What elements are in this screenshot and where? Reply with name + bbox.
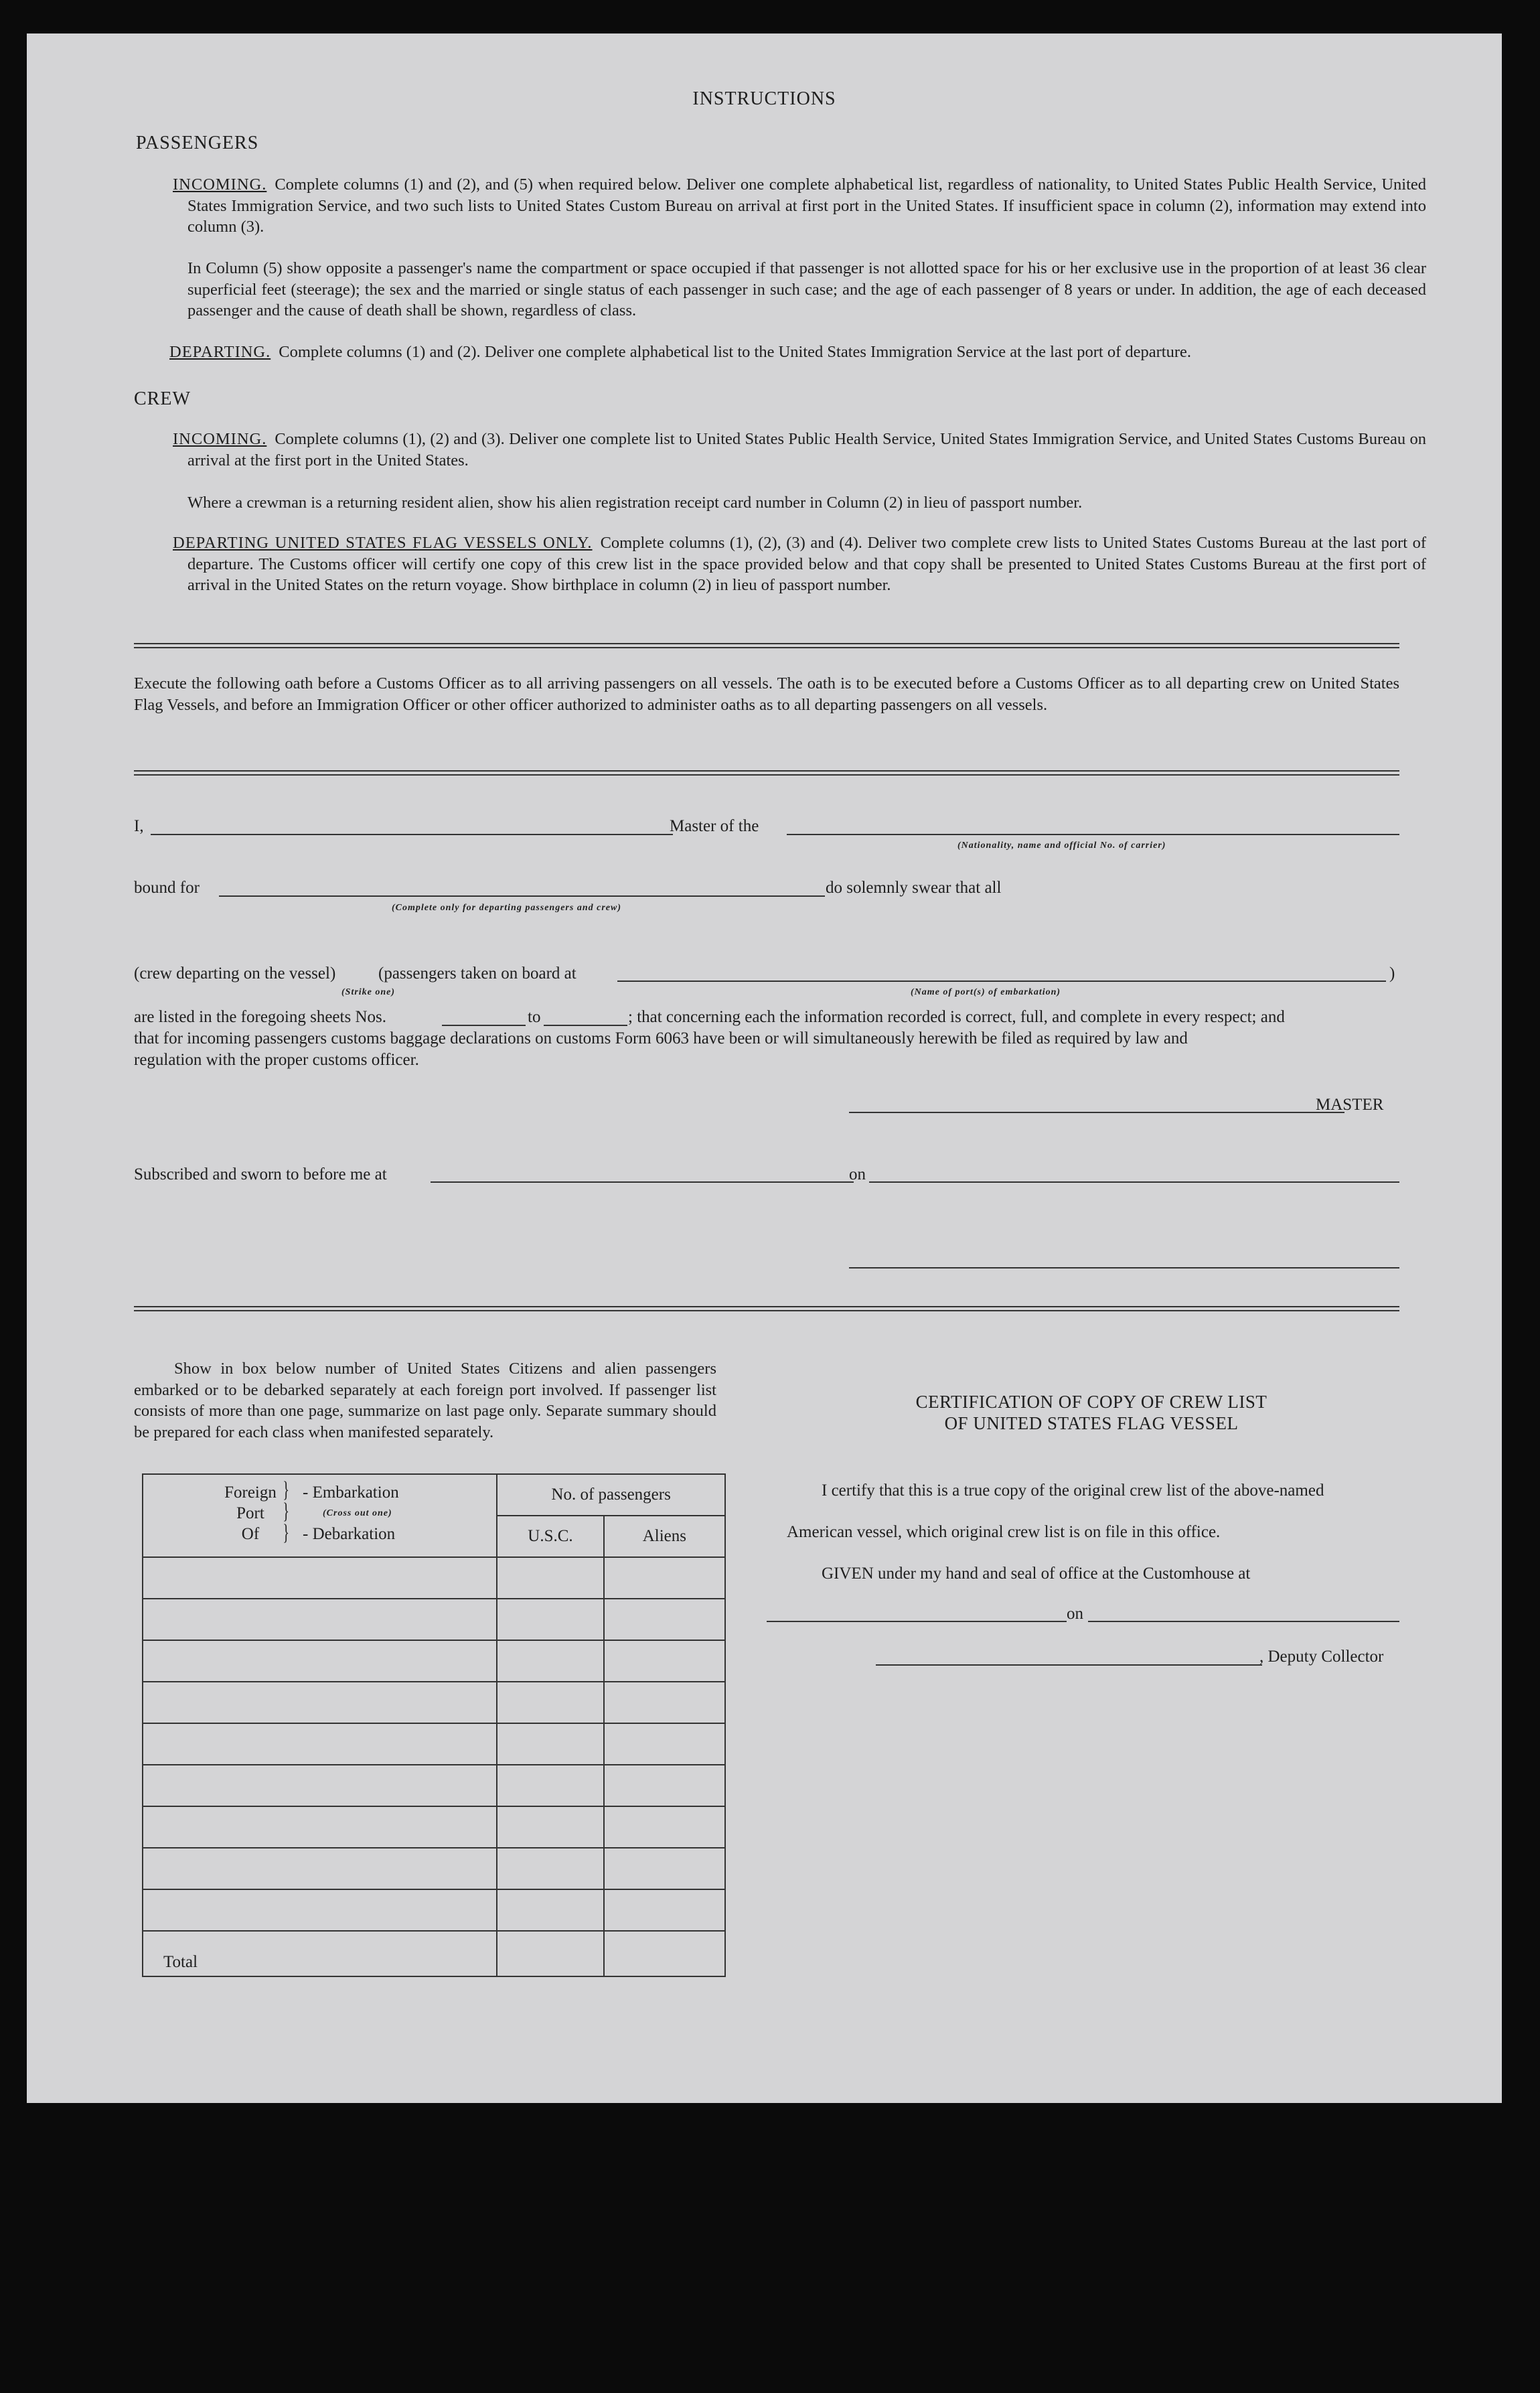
statement-line3: regulation with the proper customs officer. <box>134 1051 419 1069</box>
carrier-field[interactable] <box>787 834 1399 835</box>
section-divider <box>134 643 1399 644</box>
aliens-cell[interactable] <box>604 1848 725 1889</box>
aliens-cell[interactable] <box>604 1806 725 1848</box>
port-cell[interactable] <box>143 1640 497 1682</box>
port-cell[interactable] <box>143 1765 497 1806</box>
deputy-signature-field[interactable] <box>876 1664 1262 1666</box>
crew-departing-lead: DEPARTING UNITED STATES FLAG VESSELS ONLY. <box>173 534 593 552</box>
crew-departing-paragraph <box>173 532 1426 596</box>
port-cell[interactable] <box>143 1848 497 1889</box>
table-row <box>143 1599 725 1640</box>
sworn-place-field[interactable] <box>431 1181 854 1183</box>
usc-header: U.S.C. <box>497 1516 603 1557</box>
form-page <box>27 33 1502 2103</box>
aliens-cell[interactable] <box>604 1682 725 1723</box>
total-row <box>143 1931 725 1976</box>
aliens-total-cell[interactable] <box>604 1931 725 1976</box>
officer-signature-field[interactable] <box>849 1267 1399 1268</box>
nationality-caption: (Nationality, name and official No. of carrier) <box>957 841 1166 851</box>
sheet-to-field[interactable] <box>544 1025 627 1026</box>
master-of-the-label: Master of the <box>670 817 759 835</box>
port-cell[interactable] <box>143 1682 497 1723</box>
crew-incoming-lead: INCOMING. <box>173 430 267 448</box>
crew-incoming-paragraph <box>173 429 1426 471</box>
port-cell[interactable] <box>143 1723 497 1765</box>
listed-in-label: are listed in the foregoing sheets Nos. <box>134 1008 386 1026</box>
table-row <box>143 1889 725 1931</box>
passengers-incoming-paragraph <box>173 174 1426 238</box>
crew-resident-paragraph: Where a crewman is a returning resident alien, show his alien registration receipt card number in Column (2) in lieu of passport number. <box>187 494 1083 512</box>
crew-heading: CREW <box>134 388 191 409</box>
given-label: GIVEN under my hand and seal of office at the Customhouse at <box>822 1565 1251 1583</box>
subscribed-label: Subscribed and sworn to before me at <box>134 1165 387 1183</box>
table-row <box>143 1723 725 1765</box>
certification-heading-line2: OF UNITED STATES FLAG VESSEL <box>944 1413 1239 1433</box>
table-row <box>143 1848 725 1889</box>
foreign-label: Foreign <box>224 1483 277 1502</box>
passengers-departing-text: Complete columns (1) and (2). Deliver one complete alphabetical list to the United States Immigration Service at the last port of departure. <box>279 343 1191 361</box>
master-signature-field[interactable] <box>849 1112 1344 1113</box>
port-cell[interactable] <box>143 1806 497 1848</box>
sheet-from-field[interactable] <box>442 1025 526 1026</box>
embarkation-ports-field[interactable] <box>617 981 1386 982</box>
usc-cell[interactable] <box>497 1557 603 1599</box>
cross-out-caption: (Cross out one) <box>323 1508 392 1518</box>
passengers-taken-label: (passengers taken on board at <box>378 964 576 983</box>
bound-for-label: bound for <box>134 879 200 897</box>
bound-caption: (Complete only for departing passengers and crew) <box>392 903 621 913</box>
aliens-cell[interactable] <box>604 1765 725 1806</box>
of-label: Of <box>241 1525 260 1543</box>
usc-cell[interactable] <box>497 1682 603 1723</box>
oath-intro: Execute the following oath before a Customs Officer as to all arriving passengers on all vessels. The oath is to be executed before a Customs Officer as to all departing crew on United States Flag Vessels, and before an Immigration Officer or other officer authorized to administer oaths as to all departing passengers on all vessels. <box>134 674 1399 714</box>
page-title: INSTRUCTIONS <box>692 88 836 109</box>
section-divider <box>134 770 1399 772</box>
aliens-cell[interactable] <box>604 1640 725 1682</box>
port-cell[interactable] <box>143 1889 497 1931</box>
usc-cell[interactable] <box>497 1723 603 1765</box>
usc-cell[interactable] <box>497 1848 603 1889</box>
passengers-incoming-lead: INCOMING. <box>173 175 267 194</box>
passengers-column5-paragraph: In Column (5) show opposite a passenger's name the compartment or space occupied if that passenger is not allotted space for his or her exclusive use in the proportion of at least 36 clear superficial feet (steerage); the sex and the married or single status of each passenger in such case; and the age of each passenger of 8 years or under. In addition, the age of each deceased passenger and the cause of death shall be shown, regardless of class. <box>187 259 1426 319</box>
usc-cell[interactable] <box>497 1640 603 1682</box>
oath-i-label: I, <box>134 817 144 835</box>
to-label: to <box>528 1008 541 1026</box>
embarkation-option[interactable]: - Embarkation <box>303 1483 399 1502</box>
certify-line1: I certify that this is a true copy of the original crew list of the above-named <box>822 1481 1324 1500</box>
debarkation-option[interactable]: - Debarkation <box>303 1525 396 1543</box>
customhouse-field[interactable] <box>767 1621 1067 1622</box>
port-cell[interactable] <box>143 1599 497 1640</box>
sworn-date-field[interactable] <box>869 1181 1399 1183</box>
certification-heading-line1: CERTIFICATION OF COPY OF CREW LIST <box>915 1392 1267 1412</box>
table-row <box>143 1806 725 1848</box>
certification-heading <box>790 1391 1393 1434</box>
table-row <box>143 1557 725 1599</box>
cert-date-field[interactable] <box>1088 1621 1399 1622</box>
table-row <box>143 1640 725 1682</box>
close-paren: ) <box>1389 964 1395 983</box>
section-divider <box>134 1306 1399 1307</box>
usc-cell[interactable] <box>497 1599 603 1640</box>
aliens-cell[interactable] <box>604 1723 725 1765</box>
aliens-cell[interactable] <box>604 1599 725 1640</box>
master-name-field[interactable] <box>151 834 673 835</box>
usc-cell[interactable] <box>497 1889 603 1931</box>
crew-incoming-text: Complete columns (1), (2) and (3). Deliver one complete list to United States Public Health Service, United States Immigration Service, and United States Customs Bureau on arrival at the first port in the United States. <box>187 430 1426 469</box>
passenger-summary-table <box>142 1473 726 1977</box>
cert-on-label: on <box>1067 1605 1083 1623</box>
crew-departing-label: (crew departing on the vessel) <box>134 964 336 983</box>
usc-total-cell[interactable] <box>497 1931 603 1976</box>
summary-instructions: Show in box below number of United States Citizens and alien passengers embarked or to be debarked separately at each foreign port involved. If passenger list consists of more than one page, summarize on last page only. Separate summary should be prepared for each class when manifested separately. <box>134 1360 716 1441</box>
sworn-on-label: on <box>849 1165 866 1183</box>
usc-cell[interactable] <box>497 1806 603 1848</box>
passengers-heading: PASSENGERS <box>136 133 259 153</box>
table-row <box>143 1682 725 1723</box>
certify-line2: American vessel, which original crew list is on file in this office. <box>787 1523 1221 1541</box>
aliens-cell[interactable] <box>604 1557 725 1599</box>
bound-for-field[interactable] <box>219 895 825 897</box>
brace-icon: } } } <box>283 1477 290 1545</box>
foreign-port-header <box>143 1474 497 1557</box>
statement-rest: ; that concerning each the information recorded is correct, full, and complete in every respect; and <box>628 1008 1285 1026</box>
port-cell[interactable] <box>143 1557 497 1599</box>
statement-line2: that for incoming passengers customs baggage declarations on customs Form 6063 have been or will simultaneously herewith be filed as required by law and <box>134 1029 1188 1047</box>
passengers-departing-paragraph <box>169 342 1428 363</box>
aliens-header: Aliens <box>604 1516 725 1557</box>
do-swear-label: do solemnly swear that all <box>826 879 1002 897</box>
crew-departing-text: Complete columns (1), (2), (3) and (4). Deliver two complete crew lists to United States Customs Bureau at the last port of departure. The Customs officer will certify one copy of this crew list in the space provided below and that copy shall be presented to United States Customs Bureau at the first port of arrival in the United States on the return voyage. Show birthplace in column (2) in lieu of passport number. <box>187 534 1426 594</box>
total-label: Total <box>143 1931 497 1976</box>
no-of-passengers-header: No. of passengers <box>497 1474 725 1516</box>
master-label: MASTER <box>1316 1096 1384 1114</box>
ports-caption: (Name of port(s) of embarkation) <box>911 987 1061 997</box>
passengers-departing-lead: DEPARTING. <box>169 343 271 361</box>
strike-one-caption: (Strike one) <box>341 987 396 997</box>
deputy-collector-label: , Deputy Collector <box>1259 1648 1384 1666</box>
port-label: Port <box>236 1504 264 1522</box>
table-row <box>143 1765 725 1806</box>
aliens-cell[interactable] <box>604 1889 725 1931</box>
passengers-incoming-text: Complete columns (1) and (2), and (5) when required below. Deliver one complete alphabetical list, regardless of nationality, to United States Public Health Service, United States Immigration Service, and two such lists to United States Custom Bureau on arrival at first port in the United States. If insufficient space in column (2), information may extend into column (3). <box>187 175 1426 236</box>
usc-cell[interactable] <box>497 1765 603 1806</box>
